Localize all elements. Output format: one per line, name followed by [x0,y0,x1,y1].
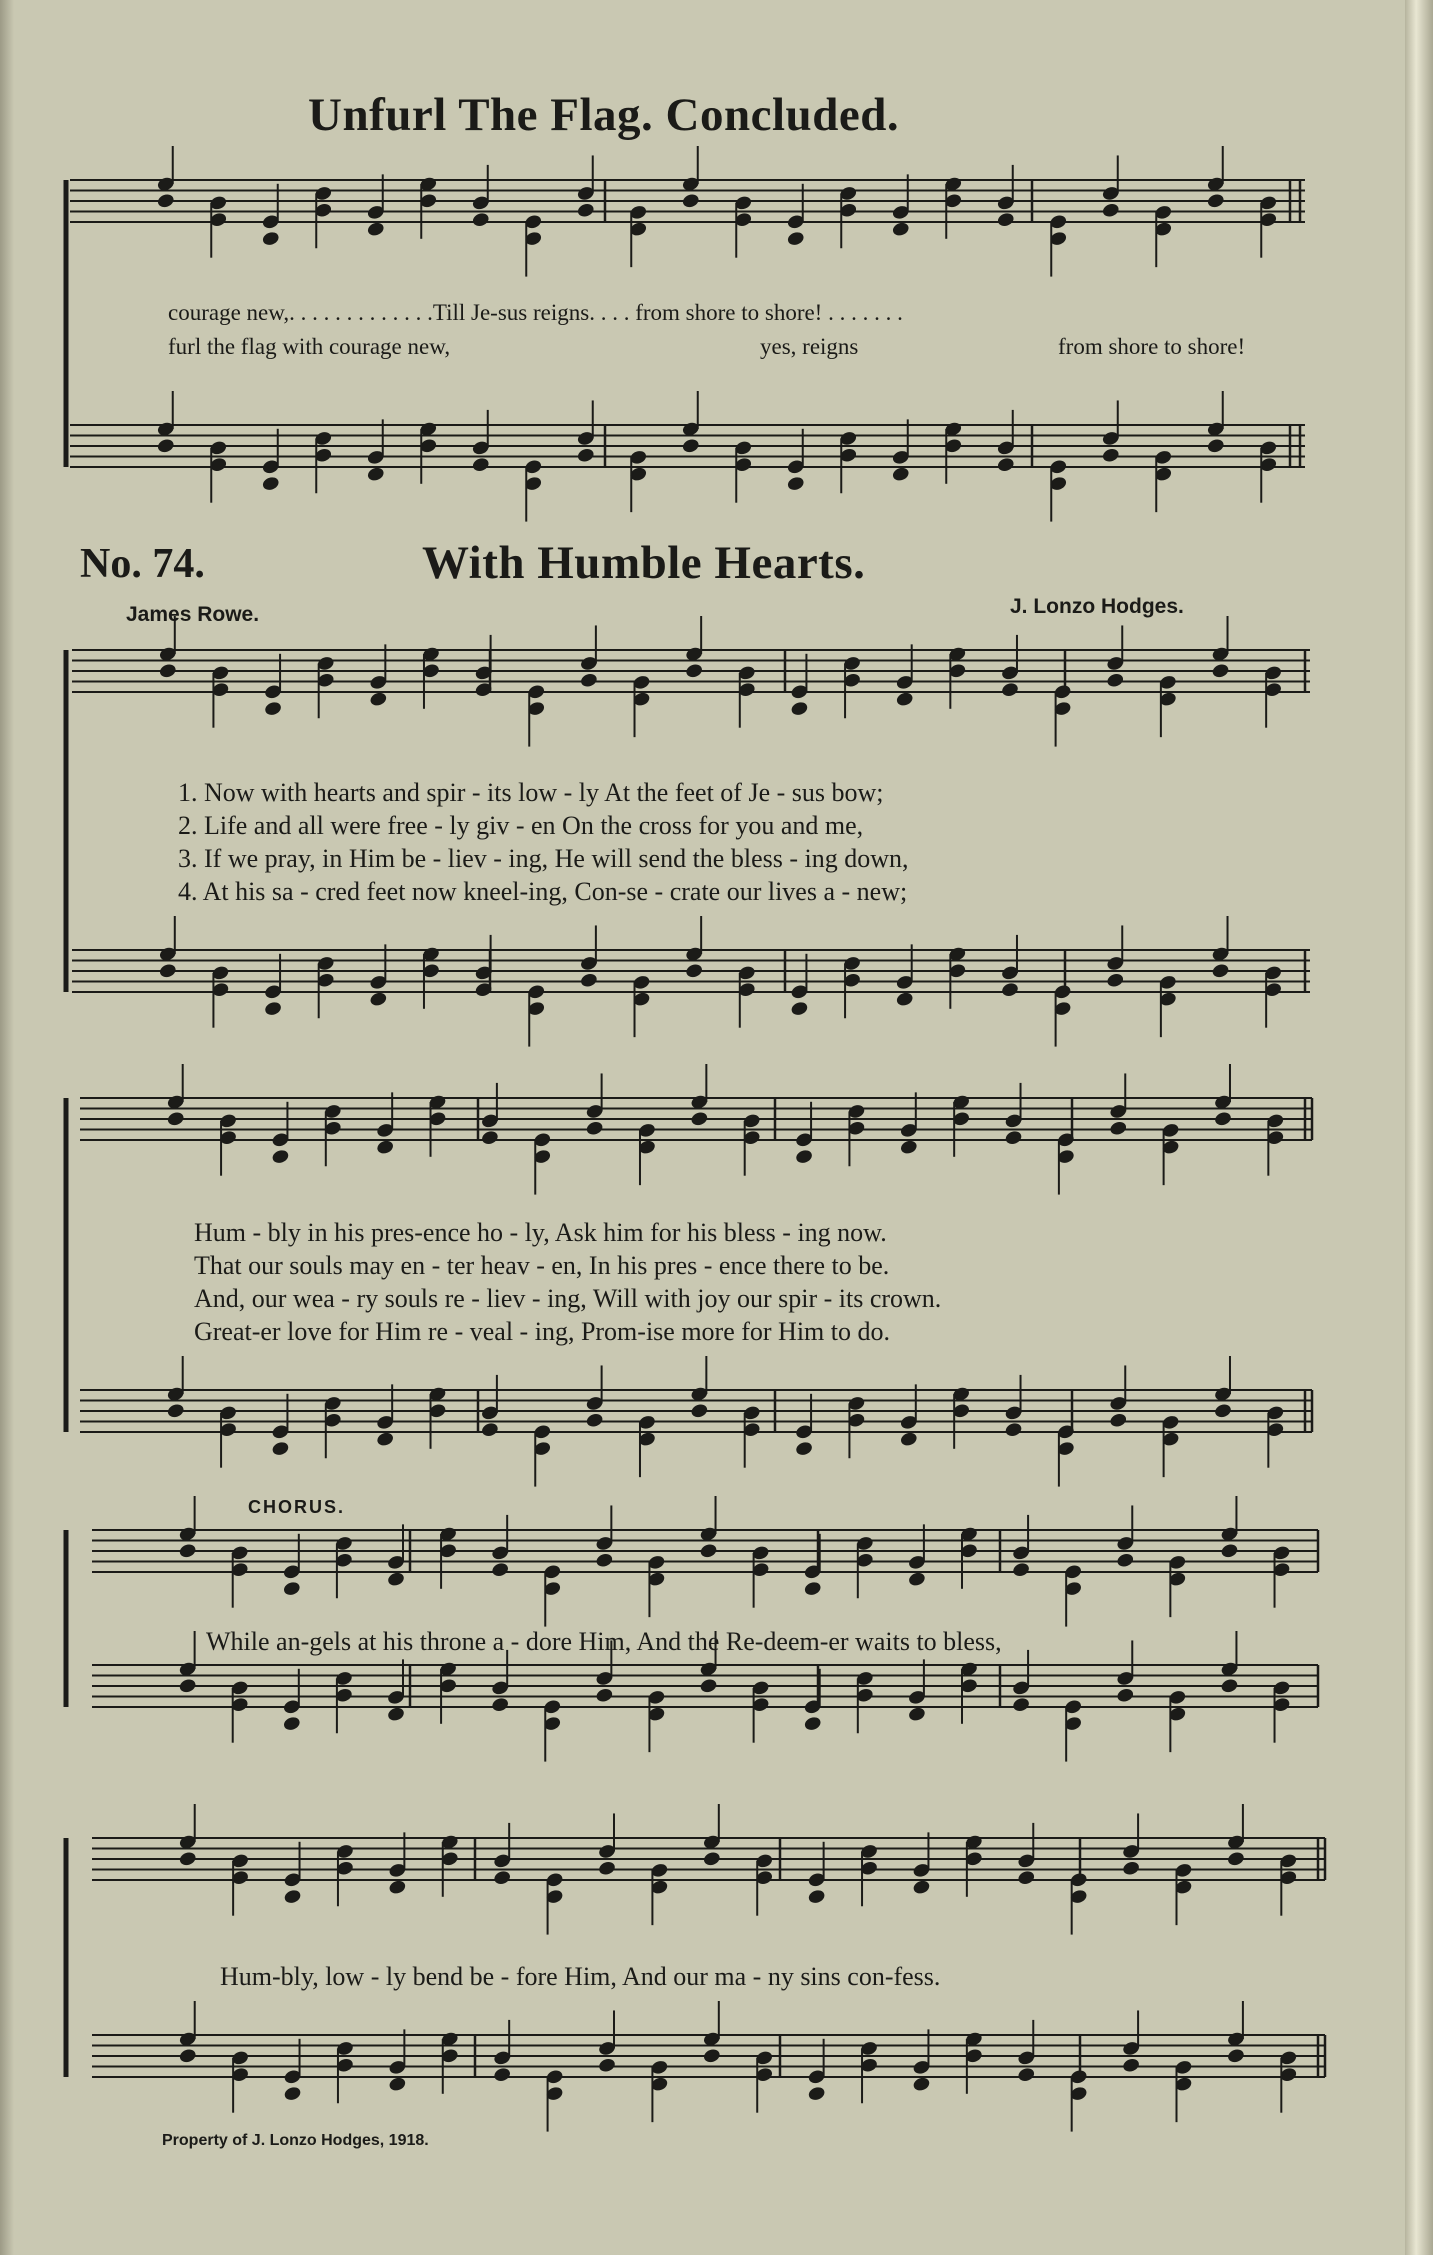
note-head [790,1000,809,1017]
note-head [1012,1696,1031,1713]
chorus-line-1: While an-gels at his throne a - dore Him, And the Re-deem-er waits to bless, [206,1627,1002,1656]
note-head [585,1120,604,1137]
note-head [699,1677,718,1694]
note-head [899,1139,918,1156]
note-head [283,1888,302,1905]
note-head [579,972,598,989]
note-head [376,1431,395,1448]
note-head [491,1696,510,1713]
note-head [1017,1869,1036,1886]
note-head [156,192,175,209]
note-head [493,2066,512,2083]
note-head [166,1110,185,1127]
note-head [471,211,490,228]
copyright-footer: Property of J. Lonzo Hodges, 1918. [162,2132,429,2149]
note-head [1220,1677,1239,1694]
verse-4-line-2: Great-er love for Him re - veal - ing, Prom-ise more for Him to do. [194,1317,891,1346]
note-head [366,221,385,238]
note-head [899,1431,918,1448]
note-head [699,1542,718,1559]
note-head [1017,2066,1036,2083]
note-head [1116,1552,1135,1569]
note-head [1106,672,1125,689]
note-head [685,962,704,979]
note-head [178,1542,197,1559]
note-head [261,475,280,492]
note-head [283,2085,302,2102]
verse-1-line-2: Hum - bly in his pres-ence ho - ly, Ask him for his bless - ing now. [194,1218,887,1247]
verse-3-line-1: 3. If we pray, in Him be - liev - ing, He will send the bless - ing down, [178,844,909,873]
note-head [702,2047,721,2064]
note-head [158,662,177,679]
prev-lyric-line-1: courage new,. . . . . . . . . . . . .Till Je-sus reigns. . . . from shore to shore! . . . . . . . [168,300,903,325]
note-head [1101,202,1120,219]
note-head [178,1677,197,1694]
note-head [795,1148,814,1165]
note-head [1213,1402,1232,1419]
verse-4-line-1: 4. At his sa - cred feet now kneel-ing, Con-se - crate our lives a - new; [178,877,908,906]
prev-hymn-title: Unfurl The Flag. Concluded. [308,89,900,141]
note-head [1109,1120,1128,1137]
note-head [681,437,700,454]
note-head [597,1860,616,1877]
note-head [282,1715,301,1732]
note-head [263,700,282,717]
note-head [907,1571,926,1588]
note-head [585,1412,604,1429]
note-head [158,962,177,979]
note-head [1000,681,1019,698]
note-head [480,1421,499,1438]
note-head [1116,1687,1135,1704]
note-head [1000,981,1019,998]
note-head [576,202,595,219]
note-head [807,1888,826,1905]
note-head [895,691,914,708]
note-head [388,1879,407,1896]
note-head [1012,1561,1031,1578]
note-head [366,466,385,483]
note-head [1106,972,1125,989]
note-head [282,1580,301,1597]
note-head [807,2085,826,2102]
note-head [681,192,700,209]
note-head [1101,447,1120,464]
note-head [891,466,910,483]
note-head [386,1706,405,1723]
note-head [803,1580,822,1597]
note-head [369,691,388,708]
note-head [1226,2047,1245,2064]
note-head [491,1561,510,1578]
note-head [595,1687,614,1704]
note-head [690,1110,709,1127]
note-head [1213,1110,1232,1127]
note-head [1004,1129,1023,1146]
note-head [1226,1850,1245,1867]
note-head [1122,1860,1141,1877]
note-head [263,1000,282,1017]
note-head [480,1129,499,1146]
verse-2-line-2: That our souls may en - ter heav - en, In his pres - ence there to be. [194,1251,890,1280]
note-head [996,211,1015,228]
note-head [178,1850,197,1867]
note-head [271,1148,290,1165]
note-head [597,2057,616,2074]
note-head [271,1440,290,1457]
note-head [595,1552,614,1569]
hymn-number: No. 74. [80,541,205,587]
note-head [912,2076,931,2093]
note-head [790,700,809,717]
hymn-title: With Humble Hearts. [422,537,866,589]
note-head [1211,962,1230,979]
note-head [178,2047,197,2064]
chorus-line-2: Hum-bly, low - ly bend be - fore Him, And our ma - ny sins con-fess. [220,1962,941,1991]
composer: J. Lonzo Hodges. [1010,595,1184,618]
prev-lyric-line-2: furl the flag with courage new, [168,334,451,359]
note-head [1220,1542,1239,1559]
note-head [912,1879,931,1896]
note-head [891,221,910,238]
note-head [786,475,805,492]
note-head [1122,2057,1141,2074]
note-head [795,1440,814,1457]
chorus-label: CHORUS. [248,1497,346,1517]
note-head [156,437,175,454]
note-head [369,991,388,1008]
note-head [895,991,914,1008]
verse-3-line-2: And, our wea - ry souls re - liev - ing, Will with joy our spir - its crown. [194,1284,942,1313]
note-head [261,230,280,247]
note-head [376,1139,395,1156]
verse-2-line-1: 2. Life and all were free - ly giv - en On the cross for you and me, [178,811,864,840]
prev-lyric-line-2c: from shore to shore! [1058,334,1246,359]
note-head [786,230,805,247]
note-head [386,1571,405,1588]
note-head [1004,1421,1023,1438]
note-head [803,1715,822,1732]
note-head [579,672,598,689]
note-head [471,456,490,473]
note-head [388,2076,407,2093]
note-head [1206,437,1225,454]
note-head [1206,192,1225,209]
note-head [576,447,595,464]
note-head [685,662,704,679]
verse-1-line-1: 1. Now with hearts and spir - its low - ly At the feet of Je - sus bow; [178,778,884,807]
note-head [690,1402,709,1419]
note-head [1109,1412,1128,1429]
note-head [907,1706,926,1723]
note-head [1211,662,1230,679]
note-head [493,1869,512,1886]
lyricist: James Rowe. [126,603,260,626]
prev-lyric-line-2b: yes, reigns [760,334,859,359]
note-head [702,1850,721,1867]
note-head [996,456,1015,473]
note-head [166,1402,185,1419]
